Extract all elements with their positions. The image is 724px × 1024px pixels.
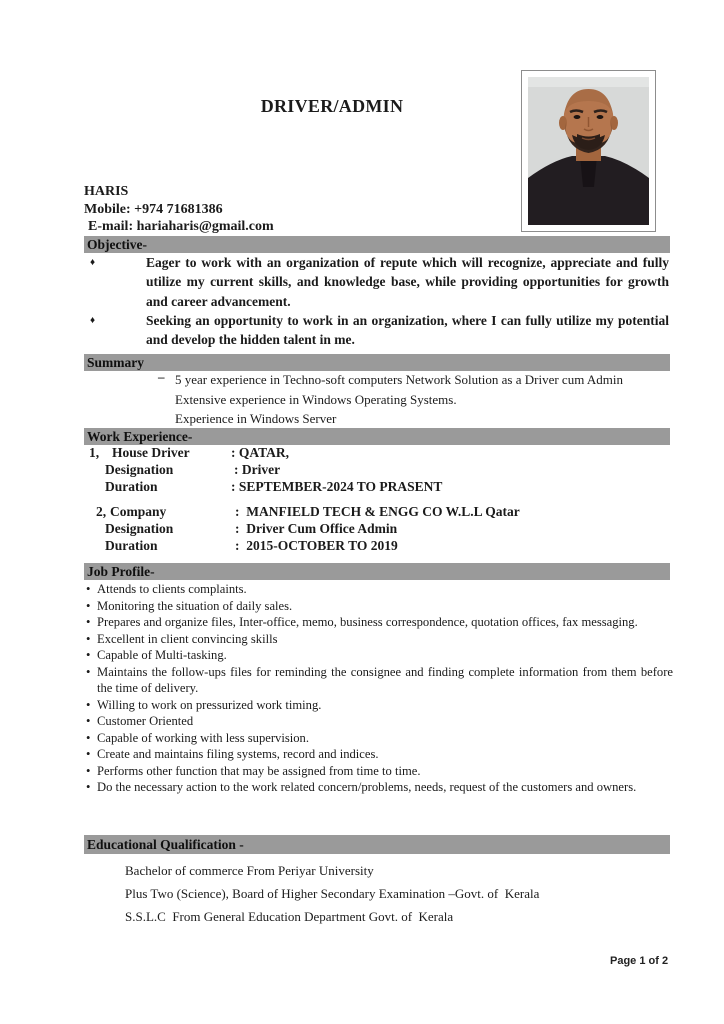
work-row — [84, 462, 670, 479]
job-profile-item — [84, 779, 673, 796]
dot-bullet-icon: • — [86, 598, 91, 613]
summary-item-text: Extensive experience in Windows Operating Systems. — [175, 391, 457, 407]
objective-item-text: Seeking an opportunity to work in an organization, where I can fully utilize my potential and develop the hidden talent in me. — [146, 312, 669, 348]
field-value: : Driver Cum Office Admin — [235, 520, 398, 536]
job-profile-text: Capable of working with less supervision. — [97, 730, 309, 745]
diamond-bullet-icon: ♦ — [90, 314, 96, 326]
contact-block — [84, 183, 274, 236]
section-header-work-experience: Work Experience- — [84, 428, 670, 445]
photo-frame — [521, 70, 656, 232]
field-value: : SEPTEMBER-2024 TO PRASENT — [231, 479, 443, 495]
education-item: Bachelor of commerce From Periyar University — [125, 863, 374, 878]
summary-item — [84, 390, 669, 410]
field-label: Duration — [105, 537, 158, 553]
summary-item — [84, 370, 669, 390]
objective-list — [84, 253, 669, 349]
summary-list — [84, 370, 669, 429]
dot-bullet-icon: • — [86, 747, 91, 761]
dot-bullet-icon: • — [86, 763, 91, 778]
work-row — [84, 479, 670, 496]
job-profile-item — [84, 664, 673, 697]
job-number: 2, — [96, 503, 107, 519]
dot-bullet-icon: • — [86, 730, 91, 745]
job-profile-item — [84, 614, 673, 631]
section-header-education: Educational Qualification - — [84, 835, 670, 854]
summary-item-text: Experience in Windows Server — [175, 411, 337, 426]
job-profile-item — [84, 713, 673, 730]
field-label: House Driver — [112, 445, 190, 460]
section-header-objective: Objective- — [84, 236, 670, 253]
job-profile-text: Create and maintains filing systems, record and indices. — [97, 747, 379, 761]
field-value: : 2015-OCTOBER TO 2019 — [235, 537, 398, 553]
section-header-summary: Summary — [84, 354, 670, 371]
dot-bullet-icon: • — [86, 714, 91, 728]
job-profile-item — [84, 598, 673, 615]
job-profile-text: Do the necessary action to the work related concern/problems, needs, request of the customers and owners. — [97, 780, 637, 794]
field-value: : QATAR, — [231, 445, 289, 460]
job-profile-text: Excellent in client convincing skills — [97, 631, 278, 646]
objective-item-text: Eager to work with an organization of repute which will recognize, appreciate and fully utilize my current skills, and knowledge base, while providing opportunities for growth and career advancement. — [146, 255, 669, 309]
education-item: Plus Two (Science), Board of Higher Secondary Examination –Govt. of Kerala — [125, 885, 540, 901]
field-label: Company — [110, 503, 167, 519]
job-profile-item — [84, 763, 673, 780]
dot-bullet-icon: • — [86, 615, 91, 629]
field-value: : MANFIELD TECH & ENGG CO W.L.L Qatar — [235, 503, 520, 519]
field-value: : Driver — [234, 462, 281, 478]
dot-bullet-icon: • — [86, 780, 91, 794]
job-profile-text: Capable of Multi-tasking. — [97, 648, 227, 662]
dot-bullet-icon: • — [86, 697, 91, 712]
dot-bullet-icon: • — [86, 582, 91, 596]
job-profile-text: Maintains the follow-ups files for reminding the consignee and finding complete information from them before the time of delivery. — [97, 664, 673, 695]
job-number: 1, — [89, 445, 100, 460]
job-profile-text: Willing to work on pressurized work timing. — [97, 697, 322, 712]
dot-bullet-icon: • — [86, 631, 91, 646]
portrait-photo — [528, 77, 649, 225]
field-label: Designation — [105, 520, 174, 536]
job-profile-item — [84, 697, 673, 714]
job-profile-text: Prepares and organize files, Inter-office, memo, business correspondence, quotation offices, fax messaging. — [97, 615, 638, 629]
objective-item — [84, 311, 669, 350]
summary-item-text: 5 year experience in Techno-soft computers Network Solution as a Driver cum Admin — [175, 372, 623, 387]
job-profile-list — [84, 581, 673, 796]
work-row — [84, 504, 670, 521]
work-job-1 — [84, 445, 670, 497]
education-item: S.S.L.C From General Education Department Govt. of Kerala — [125, 908, 454, 924]
dot-bullet-icon: • — [86, 664, 91, 679]
work-row — [84, 445, 670, 462]
job-profile-text: Monitoring the situation of daily sales. — [97, 598, 293, 613]
job-profile-item — [84, 746, 673, 763]
job-profile-item — [84, 581, 673, 598]
job-profile-item — [84, 730, 673, 747]
page-number-label: Page 1 of 2 — [610, 955, 669, 967]
job-profile-text: Attends to clients complaints. — [97, 582, 247, 596]
page-title: DRIVER/ADMIN — [260, 96, 404, 116]
work-job-2 — [84, 504, 670, 556]
dash-bullet-icon: – — [158, 369, 165, 384]
contact-mobile: Mobile: +974 71681386 — [84, 201, 223, 217]
objective-item — [84, 253, 669, 311]
field-label: Designation — [105, 462, 174, 478]
contact-email: E-mail: hariaharis@gmail.com — [88, 219, 274, 235]
section-header-job-profile: Job Profile- — [84, 563, 670, 580]
job-profile-text: Customer Oriented — [97, 714, 194, 728]
work-experience-block — [84, 445, 670, 555]
candidate-name: HARIS — [84, 184, 129, 199]
education-list — [125, 860, 539, 928]
work-row — [84, 521, 670, 538]
diamond-bullet-icon: ♦ — [90, 257, 96, 268]
field-label: Duration — [105, 479, 158, 495]
job-profile-item — [84, 647, 673, 664]
job-profile-item — [84, 631, 673, 648]
work-row — [84, 538, 670, 555]
summary-item — [84, 409, 669, 429]
job-profile-text: Performs other function that may be assigned from time to time. — [97, 763, 421, 778]
dot-bullet-icon: • — [86, 648, 91, 662]
